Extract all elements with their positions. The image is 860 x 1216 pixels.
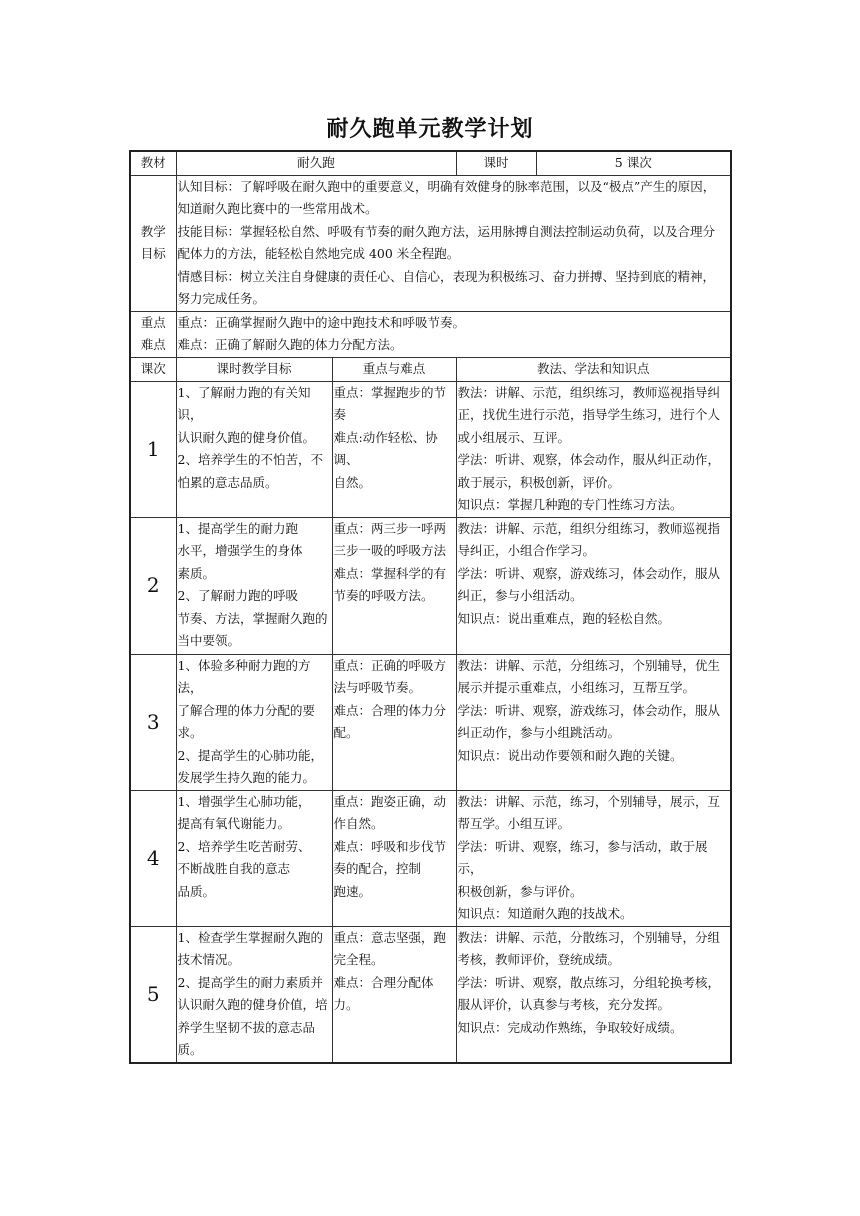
lesson-goals-line: 质。 <box>177 1042 203 1057</box>
lesson-points <box>332 654 456 790</box>
column-header-row <box>130 357 731 381</box>
lesson-goals-line: 2、提高学生的心肺功能， <box>177 747 323 763</box>
lesson-goals <box>176 926 332 1063</box>
lesson-points-line: 跑速。 <box>333 883 372 899</box>
lesson-points <box>332 926 456 1063</box>
lesson-goals-line: 怕累的意志品质。 <box>177 474 278 490</box>
lesson-points-line: 重点：两三步一呼两 <box>333 520 447 536</box>
lesson-goals-line: 发展学生持久跑的能力。 <box>177 770 316 785</box>
lesson-goals-line: 1、提高学生的耐力跑 <box>177 520 298 536</box>
goals-line: 情感目标：树立关注自身健康的责任心、自信心，表现为积极练习、奋力拼搏、坚持到底的精神， <box>177 268 716 284</box>
lesson-methods-line: 正，找优生进行示范，指导学生练习，进行个人 <box>457 407 721 422</box>
lesson-methods-line: 或小组展示、互评。 <box>457 429 571 445</box>
lesson-row <box>130 381 731 517</box>
lesson-methods-line: 学法：听讲、观察，练习，参与活动，敢于展示， <box>457 838 708 876</box>
lesson-points-line: 节奏的呼吸方法。 <box>333 588 434 603</box>
goals-line: 知道耐久跑比赛中的一些常用战术。 <box>177 201 378 216</box>
column-header-methods: 教法、学法和知识点 <box>456 357 731 381</box>
lesson-goals-line: 2、培养学生的不怕苦，不 <box>177 452 323 467</box>
lesson-methods-line: 考核，教师评价，登统成绩。 <box>457 952 621 967</box>
lesson-goals-line: 求。 <box>177 725 203 740</box>
lesson-points <box>332 790 456 926</box>
lesson-goals-line: 认识耐久跑的健身价值，培 <box>177 997 328 1012</box>
lesson-methods-line: 知识点：完成动作熟练，争取较好成绩。 <box>457 1019 683 1035</box>
lesson-number: 1 <box>130 381 176 517</box>
goals-line: 技能目标：掌握轻松自然、呼吸有节奏的耐久跑方法，运用脉搏自测法控制运动负荷，以及合理分 <box>177 223 716 239</box>
lesson-plan-table <box>129 150 732 1064</box>
keypoints-label-line: 重点 <box>140 315 166 330</box>
lesson-methods-line: 纠正动作，参与小组跳活动。 <box>457 725 621 740</box>
lesson-points <box>332 517 456 654</box>
column-header-points: 重点与难点 <box>332 357 456 381</box>
lesson-points-line: 难点：合理分配体力。 <box>333 974 434 1012</box>
goals-text <box>176 175 731 311</box>
lesson-goals-line: 提高有氧代谢能力。 <box>177 816 291 831</box>
lesson-goals-line: 2、培养学生吃苦耐劳、 <box>177 838 311 854</box>
lesson-methods-line: 学法：听讲、观察，体会动作，服从纠正动作， <box>457 452 721 467</box>
lesson-goals-line: 水平，增强学生的身体 <box>177 543 303 558</box>
lesson-methods-line: 教法：讲解、示范，组织分组练习，教师巡视指 <box>457 520 721 536</box>
lesson-methods <box>456 381 731 517</box>
lesson-points <box>332 381 456 517</box>
column-header-lesson: 课次 <box>130 357 176 381</box>
material-value: 耐久跑 <box>176 151 456 175</box>
lesson-goals-line: 认识耐久跑的健身价值。 <box>177 429 316 445</box>
lesson-points-line: 自然。 <box>333 474 372 490</box>
lesson-methods-line: 展示并提示重难点，小组练习，互帮互学。 <box>457 680 696 695</box>
lesson-goals-line: 1、检查学生掌握耐久跑的 <box>177 929 323 945</box>
keypoints-text <box>176 311 731 357</box>
lesson-methods-line: 教法：讲解、示范，分组练习，个别辅导，优生 <box>457 657 721 673</box>
material-label: 教材 <box>130 151 176 175</box>
lesson-points-line: 难点：合理的体力分 <box>333 702 447 718</box>
lesson-goals-line: 品质。 <box>177 883 216 899</box>
lesson-goals-line: 1、了解耐力跑的有关知识， <box>177 384 311 422</box>
goals-line: 努力完成任务。 <box>177 291 266 306</box>
lesson-methods <box>456 517 731 654</box>
lesson-methods-line: 敢于展示，积极创新，评价。 <box>457 474 621 490</box>
lesson-methods-line: 知识点：说出动作要领和耐久跑的关键。 <box>457 747 683 763</box>
lesson-methods-line: 知识点：说出重难点，跑的轻松自然。 <box>457 610 671 626</box>
lesson-methods-line: 教法：讲解、示范，分散练习，个别辅导，分组 <box>457 929 721 945</box>
lesson-goals-line: 了解合理的体力分配的要 <box>177 702 316 718</box>
lesson-goals <box>176 517 332 654</box>
lesson-rows <box>130 381 731 1063</box>
lesson-points-line: 难点：掌握科学的有 <box>333 565 447 581</box>
lesson-methods <box>456 926 731 1063</box>
goals-row <box>130 175 731 311</box>
lesson-points-line: 难点:动作轻松、协调、 <box>333 429 438 467</box>
hours-value: 5 课次 <box>536 151 731 175</box>
lesson-goals-line: 不断战胜自我的意志 <box>177 861 291 876</box>
lesson-goals-line: 2、提高学生的耐力素质并 <box>177 974 323 990</box>
lesson-methods-line: 导纠正，小组合作学习。 <box>457 543 596 558</box>
lesson-goals-line: 养学生坚韧不拔的意志品 <box>177 1019 316 1035</box>
lesson-number: 2 <box>130 517 176 654</box>
lesson-row <box>130 654 731 790</box>
lesson-methods <box>456 654 731 790</box>
lesson-methods-line: 帮互学。小组互评。 <box>457 816 571 831</box>
lesson-methods-line: 教法：讲解、示范，练习，个别辅导，展示，互 <box>457 793 721 809</box>
lesson-number: 3 <box>130 654 176 790</box>
page-title: 耐久跑单元教学计划 <box>326 117 534 142</box>
header-row <box>130 151 731 175</box>
lesson-points-line: 奏的配合，控制 <box>333 861 422 876</box>
lesson-goals-line: 1、体验多种耐力跑的方法， <box>177 657 311 695</box>
lesson-points-line: 三步一吸的呼吸方法 <box>333 543 447 558</box>
goals-line: 配体力的方法，能轻松自然地完成 400 米全程跑。 <box>177 246 460 261</box>
lesson-points-line: 配。 <box>333 725 359 740</box>
goals-label <box>130 175 176 311</box>
keypoints-label-line: 难点 <box>140 337 166 352</box>
lesson-methods-line: 学法：听讲、观察，游戏练习，体会动作，服从 <box>457 565 721 581</box>
lesson-goals-line: 节奏、方法，掌握耐久跑的 <box>177 610 328 626</box>
lesson-goals-line: 素质。 <box>177 565 216 581</box>
lesson-methods-line: 服从评价，认真参与考核，充分发挥。 <box>457 997 671 1012</box>
lesson-points-line: 作自然。 <box>333 816 384 831</box>
lesson-row <box>130 517 731 654</box>
lesson-methods-line: 教法：讲解、示范，组织练习，教师巡视指导纠 <box>457 384 721 400</box>
lesson-points-line: 重点：掌握跑步的节 <box>333 384 447 400</box>
column-header-goals: 课时教学目标 <box>176 357 332 381</box>
lesson-number: 4 <box>130 790 176 926</box>
lesson-row <box>130 790 731 926</box>
lesson-goals-line: 2、了解耐力跑的呼吸 <box>177 588 298 603</box>
lesson-points-line: 难点：呼吸和步伐节 <box>333 838 447 854</box>
keypoints-line: 重点：正确掌握耐久跑中的途中跑技术和呼吸节奏。 <box>177 314 466 330</box>
goals-label-line: 教学 <box>140 224 166 239</box>
lesson-points-line: 重点：意志坚强，跑 <box>333 929 447 945</box>
goals-label-line: 目标 <box>140 246 166 261</box>
lesson-points-line: 重点：跑姿正确，动 <box>333 793 447 809</box>
hours-label: 课时 <box>456 151 536 175</box>
goals-line: 认知目标：了解呼吸在耐久跑中的重要意义，明确有效健身的脉率范围，以及“极点”产生的原因， <box>177 178 716 194</box>
lesson-goals <box>176 790 332 926</box>
lesson-points-line: 重点：正确的呼吸方 <box>333 657 447 673</box>
lesson-goals-line: 1、增强学生心肺功能， <box>177 793 311 809</box>
lesson-methods <box>456 790 731 926</box>
lesson-points-line: 法与呼吸节奏。 <box>333 680 422 695</box>
keypoints-row <box>130 311 731 357</box>
lesson-points-line: 奏 <box>333 407 347 422</box>
lesson-methods-line: 纠正，参与小组活动。 <box>457 588 583 603</box>
lesson-goals-line: 当中要领。 <box>177 633 241 648</box>
lesson-methods-line: 知识点：知道耐久跑的技战术。 <box>457 906 633 921</box>
lesson-goals-line: 技术情况。 <box>177 952 241 967</box>
lesson-methods-line: 学法：听讲、观察，散点练习，分组轮换考核， <box>457 974 721 990</box>
lesson-goals <box>176 381 332 517</box>
lesson-methods-line: 知识点：掌握几种跑的专门性练习方法。 <box>457 497 683 512</box>
lesson-row <box>130 926 731 1063</box>
lesson-methods-line: 积极创新，参与评价。 <box>457 883 583 899</box>
lesson-number: 5 <box>130 926 176 1063</box>
lesson-points-line: 完全程。 <box>333 952 384 967</box>
lesson-goals <box>176 654 332 790</box>
lesson-methods-line: 学法：听讲、观察，游戏练习，体会动作，服从 <box>457 702 721 718</box>
keypoints-label <box>130 311 176 357</box>
keypoints-line: 难点：正确了解耐久跑的体力分配方法。 <box>177 337 403 352</box>
